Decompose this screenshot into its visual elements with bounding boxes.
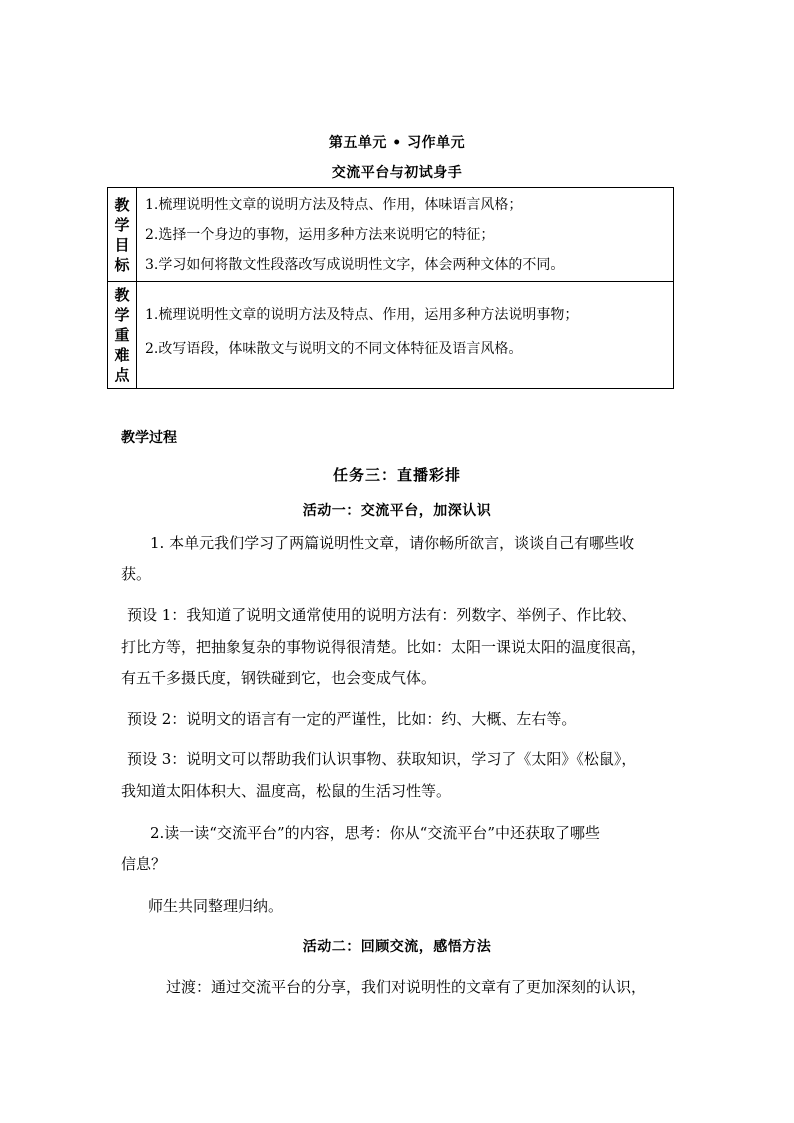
- key-points-content: [137, 282, 674, 389]
- activity2-title: 活动二：回顾交流，感悟方法: [302, 939, 492, 955]
- preset-1-line: 打比方等，把抽象复杂的事物说得很清楚。比如：太阳一课说太阳的温度很高，: [121, 638, 647, 656]
- preset-1-line: 预设 1：我知道了说明文通常使用的说明方法有：列数字、举例子、作比较、: [127, 606, 637, 624]
- unit-title: 第五单元 • 习作单元: [328, 135, 466, 151]
- preset-1-line: 有五千多摄氏度，钢铁碰到它，也会变成气体。: [121, 669, 437, 687]
- preset-2: 预设 2：说明文的语言有一定的严谨性，比如：约、大概、左右等。: [127, 710, 577, 728]
- key-point-item: 2.改写语段，体味散文与说明文的不同文体特征及语言风格。: [145, 341, 523, 357]
- goals-row-objectives: [108, 188, 674, 282]
- preset-3-line: 我知道太阳体积大、温度高，松鼠的生活习性等。: [121, 782, 452, 800]
- preset-3-line: 预设 3：说明文可以帮助我们认识事物、获取知识，学习了《太阳》《松鼠》，: [127, 750, 637, 768]
- transition-text: 过渡：通过交流平台的分享，我们对说明性的文章有了更加深刻的认识，: [166, 978, 647, 996]
- lesson-title: 交流平台与初试身手: [331, 165, 463, 181]
- task-title: 任务三：直播彩排: [332, 466, 461, 484]
- key-point-item: 1.梳理说明性文章的说明方法及特点、作用，运用多种方法说明事物；: [145, 307, 579, 323]
- objective-item: 2.选择一个身边的事物，运用多种方法来说明它的特征；: [145, 226, 495, 243]
- section-title: 教学过程: [121, 430, 177, 446]
- objective-item: 1.梳理说明性文章的说明方法及特点、作用，体味语言风格；: [145, 196, 523, 213]
- objectives-content: [137, 188, 674, 282]
- question-2-line: 2.读一读“交流平台”的内容，思考：你从“交流平台”中还获取了哪些: [150, 824, 600, 842]
- goals-row-key-points: [108, 282, 674, 389]
- question-2-line: 信息？: [121, 855, 167, 873]
- objectives-label: 教 学 目 标: [108, 188, 137, 282]
- key-points-label: 教 学 重 难 点: [108, 282, 137, 389]
- question-1-line: 1. 本单元我们学习了两篇说明性文章，请你畅所欲言，谈谈自己有哪些收: [150, 534, 635, 552]
- objective-item: 3.学习如何将散文性段落改写成说明性文字，体会两种文体的不同。: [145, 256, 565, 273]
- activity1-title: 活动一：交流平台，加深认识: [302, 503, 492, 519]
- summary-text: 师生共同整理归纳。: [148, 897, 284, 915]
- question-1-line: 获。: [121, 565, 152, 583]
- goals-table: [107, 187, 674, 389]
